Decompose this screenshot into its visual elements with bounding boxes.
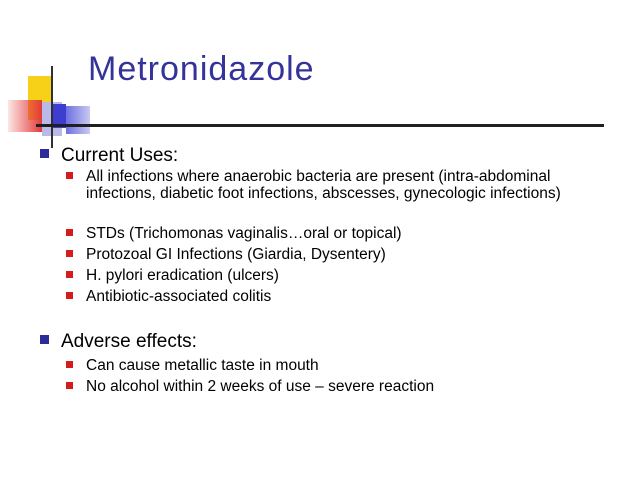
square-bullet-icon [40, 149, 49, 158]
section-heading-current-uses [40, 145, 178, 167]
square-bullet-icon [66, 382, 73, 389]
square-bullet-icon [66, 271, 73, 278]
list-item [66, 225, 621, 242]
square-bullet-icon [66, 250, 73, 257]
decorative-vertical-line [51, 66, 53, 148]
section-heading-text: Adverse effects: [61, 331, 197, 352]
list-item-text: All infections where anaerobic bacteria are present (intra-abdominal infections, diabetic foot infections, abscesses, gynecologic infections) [86, 168, 561, 202]
list-item-text: STDs (Trichomonas vaginalis…oral or topical) [86, 225, 402, 242]
list-item-text: H. pylori eradication (ulcers) [86, 267, 279, 284]
section-heading-text: Current Uses: [61, 145, 179, 166]
title-underline [36, 124, 604, 127]
list-item-text: Protozoal GI Infections (Giardia, Dysentery) [86, 246, 386, 263]
list-item-text: Antibiotic-associated colitis [86, 288, 272, 305]
list-item [66, 246, 621, 263]
decorative-blue-gradient-square [66, 106, 90, 134]
list-item [66, 378, 621, 395]
list-item [66, 267, 621, 284]
square-bullet-icon [66, 172, 73, 179]
square-bullet-icon [66, 292, 73, 299]
list-item [66, 288, 621, 305]
decorative-red-square [8, 100, 42, 132]
square-bullet-icon [40, 335, 49, 344]
section-heading-adverse-effects [40, 331, 197, 353]
list-item-text: No alcohol within 2 weeks of use – severe reaction [86, 378, 435, 395]
list-item [66, 168, 621, 202]
slide-title: Metronidazole [88, 50, 315, 88]
square-bullet-icon [66, 229, 73, 236]
list-item-text: Can cause metallic taste in mouth [86, 357, 319, 374]
list-item [66, 357, 621, 374]
square-bullet-icon [66, 361, 73, 368]
